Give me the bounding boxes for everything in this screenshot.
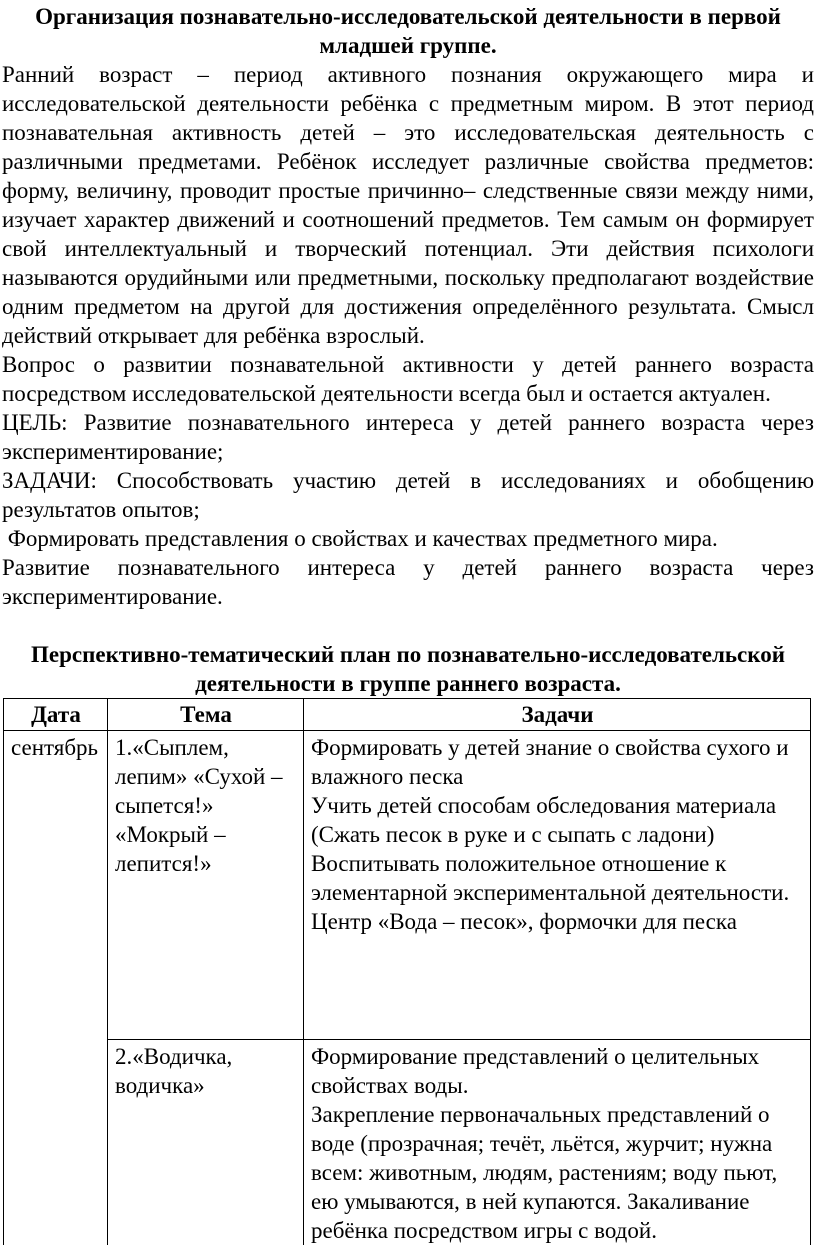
task-item: Воспитывать положительное отношение к элементарной экспериментальной деятельности. (311, 851, 790, 905)
blank-line (0, 611, 816, 640)
tasks-paragraph-2: Формировать представления о свойствах и качествах предметного мира. (2, 526, 718, 551)
topic-cell: 2.«Водичка, водичка» (108, 1040, 304, 1245)
tasks-cell (304, 1040, 811, 1245)
date-cell: сентябрь (4, 731, 108, 1245)
task-item: Формирование представлений о целительных свойствах воды. (311, 1044, 760, 1098)
intro-paragraph: Ранний возраст – период активного познания окружающего мира и исследовательской деятельности ребёнка с предметным миром. В этот период познавательная активность детей – это исследовательская деятельность с различными предметами. Ребёнок исследует различные свойства предметов: форму, величину, проводит простые причинно– следственные связи между ними, изучает характер движений и соотношений предметов. Тем самым он формирует свой интеллектуальный и творческий потенциал. Эти действия психологи называются орудийными или предметными, поскольку предполагают воздействие одним предметом на другой для достижения определённого результата. Смысл действий открывает для ребёнка взрослый. (2, 62, 814, 348)
document-title: Организация познавательно-исследовательской деятельности в первой младшей группе. (35, 4, 781, 58)
topic-cell: 1.«Сыплем, лепим» «Сухой – сыпется!» «Мокрый – лепится!» (108, 731, 304, 1040)
header-topic: Тема (108, 699, 304, 731)
tasks-paragraph: ЗАДАЧИ: Способствовать участию детей в исследованиях и обобщению результатов опытов; (2, 468, 814, 522)
tasks-paragraph-3: Развитие познавательного интереса у детей раннего возраста через экспериментирование. (2, 555, 814, 609)
task-item: Центр «Вода – песок», формочки для песка (311, 909, 737, 934)
table-header-row (4, 699, 811, 731)
task-item: Закрепление первоначальных представлений о воде (прозрачная; течёт, льётся, журчит; нужна всем: животным, людям, растениям; воду пьют, ею умываются, в ней купаются. Закаливание ребёнка посредством игры с водой. (311, 1102, 778, 1243)
tasks-cell (304, 731, 811, 1040)
relevance-paragraph: Вопрос о развитии познавательной активности у детей раннего возраста посредством исследовательской деятельности всегда был и остается актуален. (2, 352, 814, 406)
task-item: Учить детей способам обследования материала (Сжать песок в руке и с сыпать с ладони) (311, 793, 777, 847)
header-date: Дата (4, 699, 108, 731)
plan-title: Перспективно-тематический план по познавательно-исследовательской деятельности в группе раннего возраста. (31, 642, 785, 696)
goal-paragraph: ЦЕЛЬ: Развитие познавательного интереса у детей раннего возраста через экспериментирование; (2, 410, 814, 464)
plan-table (3, 698, 811, 1245)
task-item: Формировать у детей знание о свойства сухого и влажного песка (311, 735, 789, 789)
table-row (4, 731, 811, 1040)
header-tasks: Задачи (304, 699, 811, 731)
table-row (4, 1040, 811, 1245)
